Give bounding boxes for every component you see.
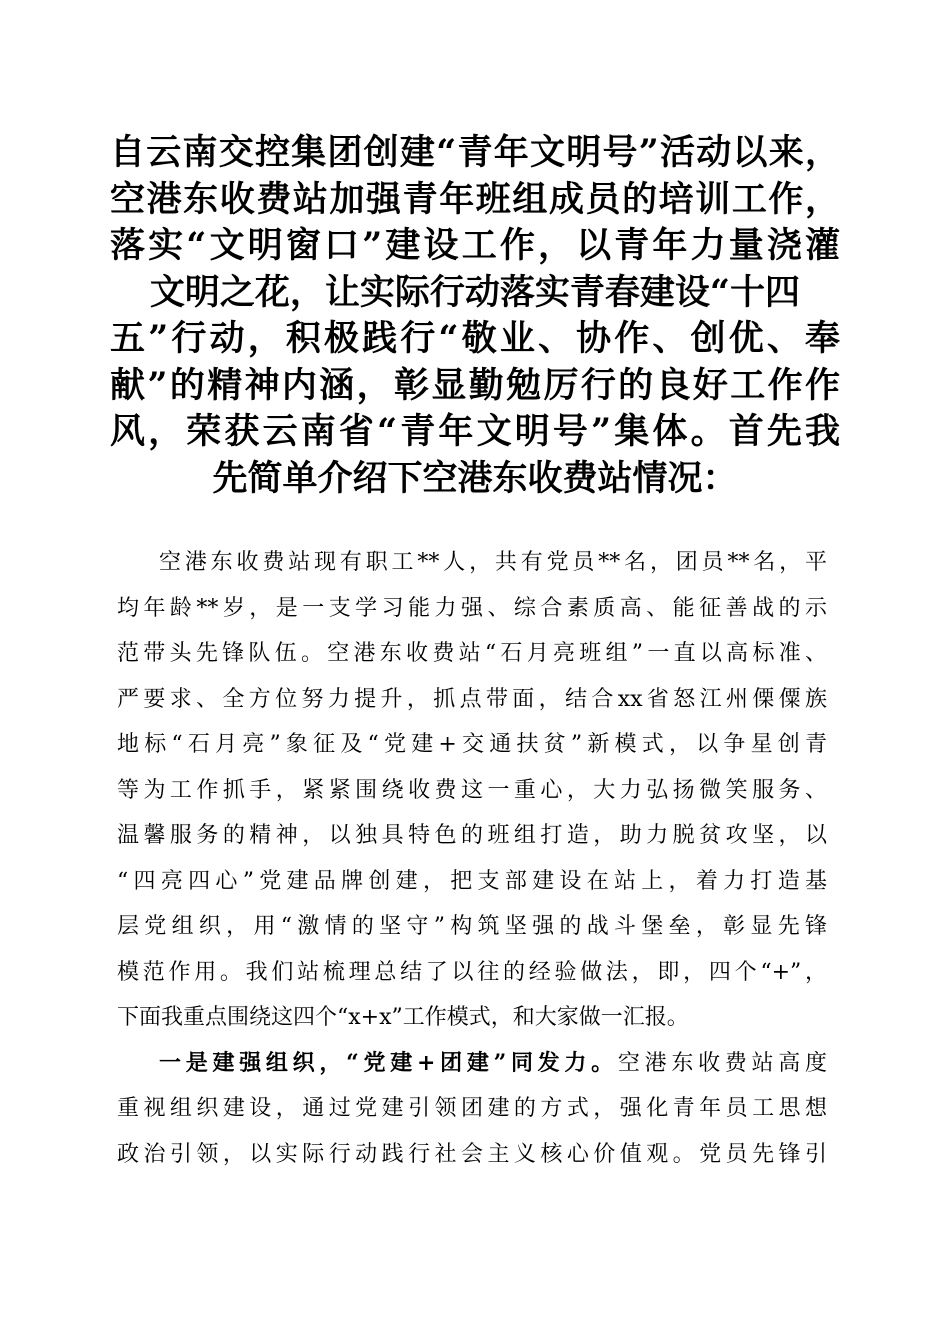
paragraph-2 <box>117 1041 827 1178</box>
body-line: 等为工作抓手，紧紧围绕收费这一重心，大力弘扬微笑服务、 <box>117 777 827 803</box>
body-line: 范带头先锋队伍。空港东收费站“石月亮班组”一直以高标准、 <box>117 641 827 666</box>
body-line: 重视组织建设，通过党建引领团建的方式，强化青年员工思想 <box>117 1096 827 1121</box>
title-line: 献”的精神内涵，彰显勤勉厉行的良好工作作 <box>110 364 840 406</box>
title-line: 空港东收费站加强青年班组成员的培训工作， <box>110 178 840 220</box>
body-line: 温馨服务的精神，以独具特色的班组打造，助力脱贫攻坚，以 <box>117 823 827 848</box>
title-line: 文明之花，让实际行动落实青春建设“十四 <box>149 271 801 313</box>
body-line <box>117 1041 827 1087</box>
body-line: “四亮四心”党建品牌创建，把支部建设在站上，着力打造基 <box>117 868 827 894</box>
body-line: 下面我重点围绕这四个“x+x”工作模式，和大家做一汇报。 <box>117 1005 689 1030</box>
title-line: 风，荣获云南省“青年文明号”集体。首先我 <box>110 411 840 452</box>
body-line: 严要求、全方位努力提升，抓点带面，结合xx省怒江州傈僳族 <box>117 686 827 712</box>
title-line: 落实“文明窗口”建设工作，以青年力量浇灌 <box>110 225 840 266</box>
document-title <box>110 130 840 502</box>
body-line: 地标“石月亮”象征及“党建+交通扶贫”新模式，以争星创青 <box>117 732 827 757</box>
body-line: 模范作用。我们站梳理总结了以往的经验做法，即，四个“+”， <box>117 959 827 985</box>
paragraph-text: 空港东收费站高度 <box>617 1050 827 1076</box>
body-line: 均年龄**岁，是一支学习能力强、综合素质高、能征善战的示 <box>117 595 827 621</box>
title-line: 自云南交控集团创建“青年文明号”活动以来， <box>110 132 840 173</box>
title-line: 五”行动，积极践行“敬业、协作、创优、奉 <box>110 318 840 359</box>
body-line: 层党组织，用“激情的坚守”构筑坚强的战斗堡垒，彰显先锋 <box>117 914 827 939</box>
body-line: 空港东收费站现有职工**人，共有党员**名，团员**名，平 <box>159 550 827 575</box>
body-line: 政治引领，以实际行动践行社会主义核心价值观。党员先锋引 <box>117 1141 827 1167</box>
title-line: 先简单介绍下空港东收费站情况： <box>212 457 738 499</box>
paragraph-1 <box>117 540 827 1041</box>
document-body <box>117 540 827 1177</box>
paragraph-lead: 一是建强组织，“党建+团建”同发力。 <box>159 1049 618 1076</box>
